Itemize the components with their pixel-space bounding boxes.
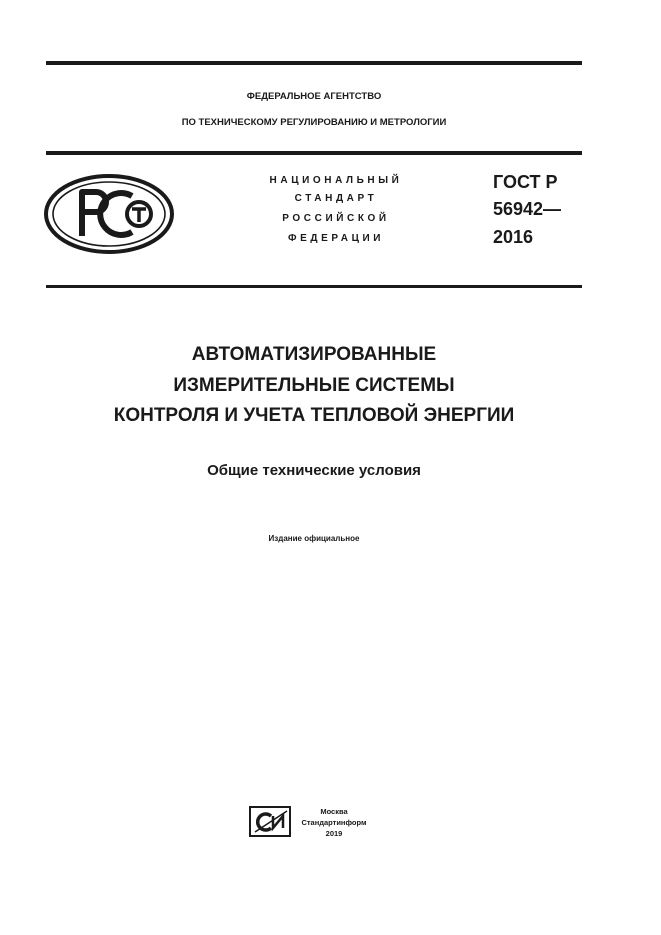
- lower-rule: [46, 285, 582, 288]
- agency-line-2: ПО ТЕХНИЧЕСКОМУ РЕГУЛИРОВАНИЮ И МЕТРОЛОГИИ: [181, 117, 447, 128]
- edition-label: Издание официальное: [268, 534, 360, 543]
- standard-type-line-3: РОССИЙСКОЙ: [282, 213, 390, 224]
- designation-line-2: 56942—: [493, 199, 562, 219]
- title-line-3: КОНТРОЛЯ И УЧЕТА ТЕПЛОВОЙ ЭНЕРГИИ: [113, 405, 515, 426]
- standard-type-line-4: ФЕДЕРАЦИИ: [287, 233, 385, 244]
- title-line-1: АВТОМАТИЗИРОВАННЫЕ: [191, 344, 437, 365]
- publisher-city: Москва: [320, 807, 348, 816]
- rst-certification-mark-icon: [42, 172, 176, 256]
- standard-type-line-1: НАЦИОНАЛЬНЫЙ: [269, 175, 403, 186]
- publisher-year: 2019: [325, 829, 343, 838]
- title-line-2: ИЗМЕРИТЕЛЬНЫЕ СИСТЕМЫ: [173, 375, 455, 396]
- standartinform-logo-icon: [249, 806, 291, 837]
- designation-line-3: 2016: [493, 227, 534, 247]
- publisher-name: Стандартинформ: [301, 818, 367, 827]
- designation-line-1: ГОСТ Р: [493, 172, 558, 192]
- subtitle: Общие технические условия: [207, 462, 421, 479]
- agency-line-1: ФЕДЕРАЛЬНОЕ АГЕНТСТВО: [246, 91, 382, 102]
- top-rule: [46, 61, 582, 65]
- standard-type-line-2: СТАНДАРТ: [294, 193, 378, 204]
- middle-rule: [46, 151, 582, 155]
